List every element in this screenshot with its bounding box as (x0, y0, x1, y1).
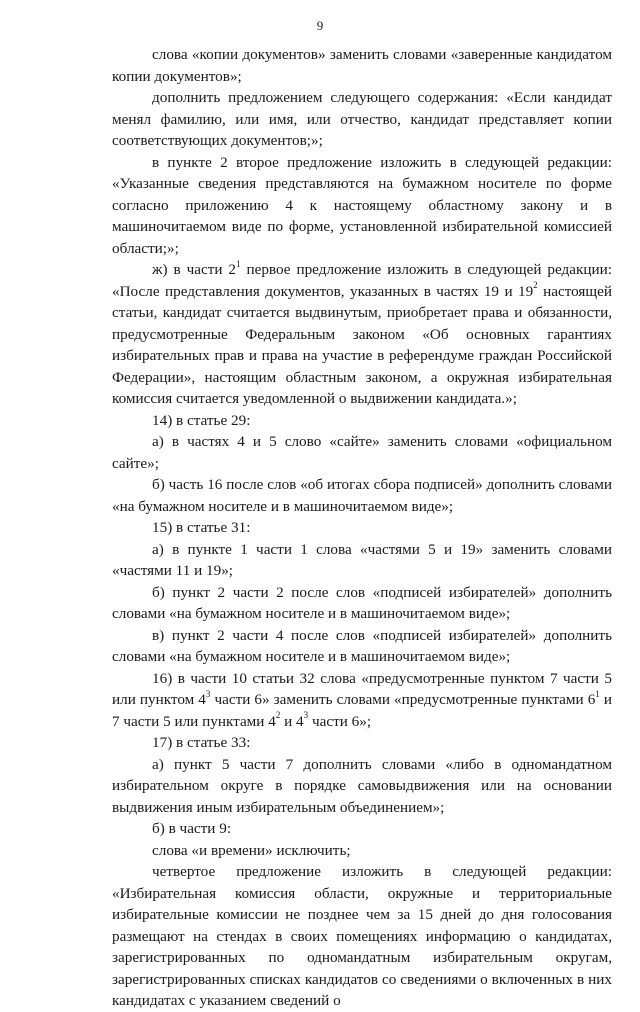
paragraph (112, 668, 612, 733)
superscript: 3 (303, 710, 309, 721)
text-run: дополнить предложением следующего содержания: «Если кандидат менял фамилию, или имя, или отчество, кандидат представляет копии соответствующих документов;»; (112, 89, 612, 149)
text-run: 16) в части 10 статьи 32 слова «предусмотренные пунктом 7 части 5 или пунктом 4 (112, 669, 612, 708)
text-run: а) в частях 4 и 5 слово «сайте» заменить словами «официальном сайте»; (112, 433, 612, 472)
text-run: а) в пункте 1 части 1 слова «частями 5 и 19» заменить словами «частями 11 и 19»; (112, 540, 612, 579)
text-run: а) пункт 5 части 7 дополнить словами «либо в одномандатном избирательном округе в порядке самовыдвижения или на основании выдвижения иным избирательным объединением»; (112, 755, 612, 816)
text-run: части 6» заменить словами «предусмотренные пунктами 6 (210, 691, 596, 708)
page-number: 9 (316, 18, 324, 33)
paragraph (112, 474, 612, 517)
text-run: б) часть 16 после слов «об итогах сбора подписей» дополнить словами «на бумажном носителе и в машиночитаемом виде»; (112, 476, 612, 515)
text-run: ж) в части 2 (152, 261, 237, 278)
paragraph (112, 259, 612, 410)
paragraph (112, 754, 612, 819)
text-run: 14) в статье 29: (152, 411, 251, 429)
superscript: 3 (205, 688, 211, 699)
document-body (112, 44, 612, 1012)
paragraph (112, 818, 612, 840)
paragraph (112, 87, 612, 152)
paragraph (112, 410, 612, 432)
text-run: б) в части 9: (152, 820, 232, 837)
paragraph (112, 582, 612, 625)
paragraph (112, 539, 612, 582)
superscript: 1 (236, 258, 241, 269)
paragraph (112, 625, 612, 668)
paragraph (112, 517, 612, 539)
text-run: в) пункт 2 части 4 после слов «подписей избирателей» дополнить словами «на бумажном носителе и в машиночитаемом виде»; (112, 626, 612, 665)
paragraph (112, 840, 612, 862)
superscript: 1 (595, 688, 600, 699)
text-run: и 4 (280, 712, 304, 730)
text-run: первое предложение изложить в следующей редакции: «После представления документов, указанных в частях 19 и 19 (112, 261, 612, 300)
text-run: 15) в статье 31: (152, 519, 251, 536)
paragraph (112, 152, 612, 260)
text-run: и 7 части 5 или пунктами 4 (112, 691, 612, 730)
paragraph (112, 431, 612, 474)
text-run: б) пункт 2 части 2 после слов «подписей избирателей» дополнить словами «на бумажном носителе и в машиночитаемом виде»; (112, 583, 612, 622)
text-run: настоящей статьи, кандидат считается выдвинутым, приобретает права и обязанности, предусмотренные Федеральным законом «Об основных гарантиях избирательных прав и права на участие в референдуме граждан Российской Федерации», настоящим областным законом, а окружная избирательная комиссия считается уведомленной о выдвижении кандидата.»; (112, 282, 612, 407)
superscript: 2 (275, 710, 281, 721)
text-run: в пункте 2 второе предложение изложить в следующей редакции: «Указанные сведения представляются на бумажном носителе по форме согласно приложению 4 к настоящему областному закону и в машиночитаемом виде по форме, установленной избирательной комиссией области;»; (112, 153, 612, 257)
text-run: слова «и времени» исключить; (152, 841, 351, 859)
text-run: четвертое предложение изложить в следующей редакции: «Избирательная комиссия области, окружные и территориальные избирательные комиссии не позднее чем за 15 дней до дня голосования размещают на стендах в своих помещениях информацию о кандидатах, зарегистрированных по одномандатным избирательным округам, зарегистрированных списках кандидатов со сведениями о включенных в них кандидатах с указанием сведений о (112, 863, 612, 1009)
paragraph (112, 44, 612, 87)
text-run: 17) в статье 33: (152, 734, 251, 751)
superscript: 2 (533, 280, 538, 291)
paragraph (112, 732, 612, 754)
text-run: слова «копии документов» заменить словами «заверенные кандидатом копии документов»; (112, 46, 612, 85)
text-run: части 6»; (308, 712, 372, 730)
paragraph (112, 861, 612, 1012)
